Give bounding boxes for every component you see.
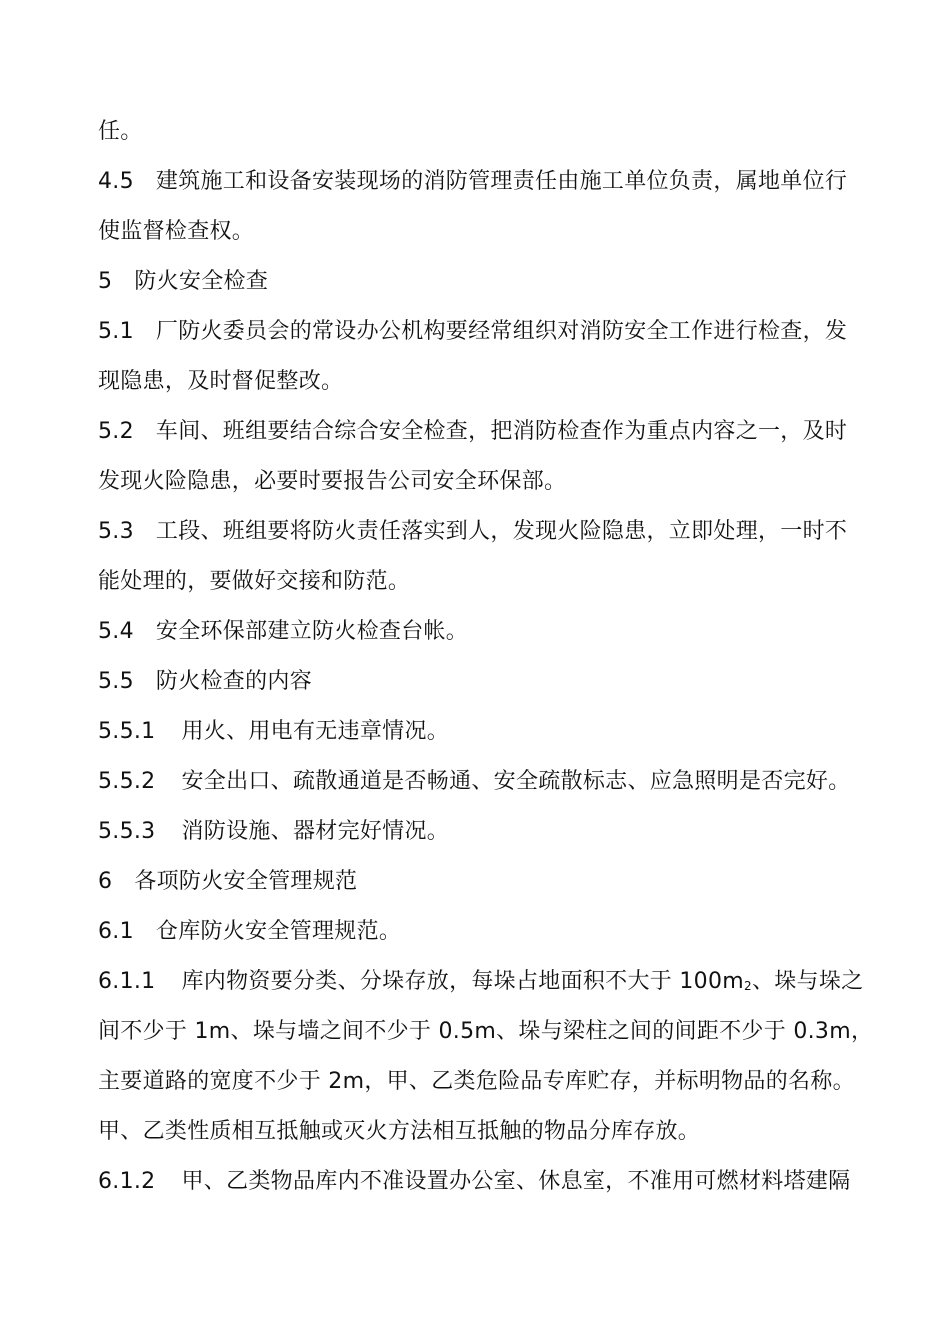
text: 使监督检查权。	[98, 219, 255, 244]
paragraph-line	[98, 567, 858, 597]
section-number: 6.1.2	[98, 1169, 156, 1194]
section-4-5	[98, 167, 858, 197]
section-text: 消防设施、器材完好情况。	[181, 819, 450, 844]
section-number: 5.5.2	[98, 769, 156, 794]
section-number: 5	[98, 269, 113, 294]
text: 发现火险隐患，必要时要报告公司安全环保部。	[98, 469, 567, 494]
section-5-heading	[98, 267, 858, 297]
text: 甲、乙类性质相互抵触或灭火方法相互抵触的物品分库存放。	[98, 1119, 701, 1144]
section-number: 5.3	[98, 519, 134, 544]
section-number: 4.5	[98, 169, 134, 194]
section-number: 5.5.3	[98, 819, 156, 844]
text: 能处理的，要做好交接和防范。	[98, 569, 411, 594]
section-6-heading	[98, 867, 858, 897]
section-6-1	[98, 917, 858, 947]
section-5-1	[98, 317, 858, 347]
section-number: 6	[98, 869, 113, 894]
section-number: 5.4	[98, 619, 134, 644]
section-number: 6.1	[98, 919, 134, 944]
section-number: 6.1.1	[98, 969, 156, 994]
paragraph-line	[98, 217, 858, 247]
text: 任。	[98, 119, 143, 144]
section-text: 建筑施工和设备安装现场的消防管理责任由施工单位负责，属地单位行	[155, 169, 848, 194]
section-5-5-2	[98, 767, 858, 797]
subscript: 2	[744, 979, 752, 993]
section-text: 工段、班组要将防火责任落实到人，发现火险隐患，立即处理，一时不	[155, 519, 848, 544]
section-text: 车间、班组要结合综合安全检查，把消防检查作为重点内容之一，及时	[155, 419, 848, 444]
section-6-1-1	[98, 967, 864, 997]
text: 间不少于 1m、垛与墙之间不少于 0.5m、垛与梁柱之间的间距不少于 0.3m，	[98, 1019, 874, 1044]
section-5-5	[98, 667, 858, 697]
paragraph-line	[98, 1067, 858, 1097]
section-text: 防火安全检查	[134, 269, 269, 294]
section-text: 安全环保部建立防火检查台帐。	[155, 619, 469, 644]
section-text: 库内物资要分类、分垛存放，每垛占地面积不大于 100m	[181, 969, 745, 994]
paragraph-line	[98, 117, 858, 147]
section-5-5-3	[98, 817, 858, 847]
section-number: 5.5.1	[98, 719, 156, 744]
paragraph-line	[98, 1117, 858, 1147]
text: 主要道路的宽度不少于 2m，甲、乙类危险品专库贮存，并标明物品的名称。	[98, 1069, 855, 1094]
section-text: 防火检查的内容	[155, 669, 312, 694]
section-5-2	[98, 417, 858, 447]
section-text-cont: 、垛与垛之	[751, 969, 864, 994]
section-text: 各项防火安全管理规范	[134, 869, 358, 894]
section-text: 用火、用电有无违章情况。	[181, 719, 450, 744]
section-5-5-1	[98, 717, 858, 747]
section-text: 甲、乙类物品库内不准设置办公室、休息室，不准用可燃材料塔建隔	[181, 1169, 851, 1194]
section-number: 5.5	[98, 669, 134, 694]
paragraph-line	[98, 1017, 874, 1047]
section-6-1-2	[98, 1167, 858, 1197]
section-text: 安全出口、疏散通道是否畅通、安全疏散标志、应急照明是否完好。	[181, 769, 851, 794]
paragraph-line	[98, 367, 858, 397]
section-text: 仓库防火安全管理规范。	[155, 919, 402, 944]
section-number: 5.1	[98, 319, 134, 344]
section-text: 厂防火委员会的常设办公机构要经常组织对消防安全工作进行检查，发	[155, 319, 848, 344]
text: 现隐患，及时督促整改。	[98, 369, 344, 394]
paragraph-line	[98, 467, 858, 497]
section-5-3	[98, 517, 858, 547]
section-5-4	[98, 617, 858, 647]
section-number: 5.2	[98, 419, 134, 444]
